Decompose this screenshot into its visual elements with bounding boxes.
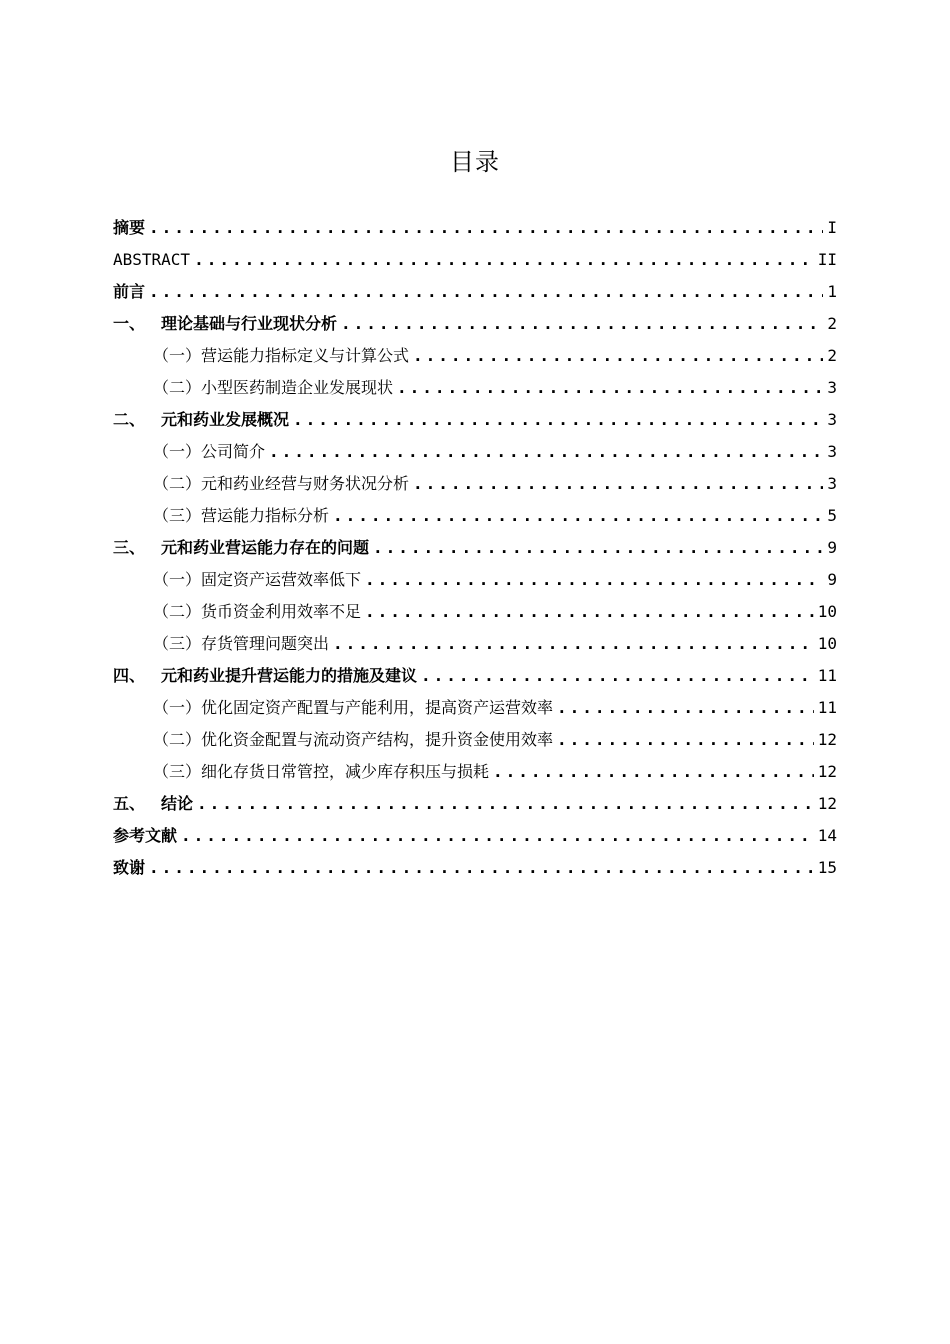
toc-entry-title: 元和药业提升营运能力的措施及建议 (161, 666, 418, 685)
toc-entry[interactable] (113, 820, 837, 852)
dot-leader (341, 308, 823, 340)
dot-leader (333, 500, 823, 532)
toc-entry-title: （二）元和药业经营与财务状况分析 (153, 474, 410, 493)
toc-entry-page-number: 9 (827, 570, 837, 589)
toc-entry-page-number: 2 (827, 346, 837, 365)
toc-entry-page-number: II (817, 250, 837, 269)
toc-entry-title: 致谢 (113, 858, 146, 877)
toc-entry-title: （一）公司简介 (153, 442, 266, 461)
dot-leader (149, 276, 823, 308)
toc-entry-number: 四、 (113, 666, 146, 685)
toc-entry-page-number: 11 (817, 698, 837, 717)
dot-leader (365, 564, 823, 596)
dot-leader (557, 692, 814, 724)
toc-entry[interactable] (113, 724, 837, 756)
toc-entry-title: （二）小型医药制造企业发展现状 (153, 378, 394, 397)
dot-leader (413, 468, 823, 500)
toc-entry[interactable] (113, 628, 837, 660)
toc-entry-page-number: 10 (817, 602, 837, 621)
toc-entry-title: （一）营运能力指标定义与计算公式 (153, 346, 410, 365)
toc-entry-page-number: 2 (827, 314, 837, 333)
toc-entry-title: 元和药业发展概况 (161, 410, 290, 429)
toc-entry[interactable] (113, 404, 837, 436)
toc-entry[interactable] (113, 564, 837, 596)
toc-entry-page-number: 12 (817, 762, 837, 781)
toc-entry-page-number: 12 (817, 730, 837, 749)
toc-entry-page-number: 1 (827, 282, 837, 301)
toc-entry-page-number: 10 (817, 634, 837, 653)
dot-leader (293, 404, 823, 436)
page-title: 目录 (450, 148, 500, 176)
toc-entry[interactable] (113, 692, 837, 724)
toc-entry-number: 五、 (113, 794, 146, 813)
toc-entry-page-number: 12 (817, 794, 837, 813)
toc-entry[interactable] (113, 372, 837, 404)
toc-entry-number: 二、 (113, 410, 146, 429)
toc-entry-title: 结论 (161, 794, 194, 813)
toc-entry[interactable] (113, 756, 837, 788)
toc-entry-page-number: 3 (827, 442, 837, 461)
dot-leader (197, 788, 814, 820)
toc-entry-title: （二）优化资金配置与流动资产结构，提升资金使用效率 (153, 730, 554, 749)
toc-entry[interactable] (113, 308, 837, 340)
toc-entry[interactable] (113, 852, 837, 884)
toc-entry[interactable] (113, 500, 837, 532)
toc-entry-page-number: 14 (817, 826, 837, 845)
toc-entry-page-number: 9 (827, 538, 837, 557)
toc-entry[interactable] (113, 436, 837, 468)
toc-entry-page-number: 3 (827, 410, 837, 429)
toc-entry[interactable] (113, 596, 837, 628)
toc-entry[interactable] (113, 276, 837, 308)
toc-entry-title: 摘要 (113, 218, 146, 237)
dot-leader (493, 756, 814, 788)
table-of-contents (113, 212, 837, 884)
toc-entry-page-number: 3 (827, 378, 837, 397)
dot-leader (421, 660, 814, 692)
dot-leader (194, 244, 814, 276)
dot-leader (333, 628, 814, 660)
dot-leader (269, 436, 823, 468)
dot-leader (365, 596, 814, 628)
toc-entry-page-number: 5 (827, 506, 837, 525)
dot-leader (557, 724, 814, 756)
toc-entry[interactable] (113, 660, 837, 692)
toc-entry-title: 元和药业营运能力存在的问题 (161, 538, 370, 557)
toc-entry-page-number: 15 (817, 858, 837, 877)
toc-entry-title: ABSTRACT (113, 250, 191, 269)
dot-leader (413, 340, 823, 372)
toc-entry-number: 一、 (113, 314, 146, 333)
toc-entry-title: （二）货币资金利用效率不足 (153, 602, 362, 621)
toc-entry-title: （一）固定资产运营效率低下 (153, 570, 362, 589)
toc-entry-title: 理论基础与行业现状分析 (161, 314, 338, 333)
toc-entry-page-number: 3 (827, 474, 837, 493)
toc-entry[interactable] (113, 468, 837, 500)
toc-entry-title: （一）优化固定资产配置与产能利用，提高资产运营效率 (153, 698, 554, 717)
toc-entry-number: 三、 (113, 538, 146, 557)
toc-entry[interactable] (113, 788, 837, 820)
toc-entry[interactable] (113, 244, 837, 276)
toc-entry-page-number: 11 (817, 666, 837, 685)
toc-entry-title: 参考文献 (113, 826, 178, 845)
toc-entry-title: （三）存货管理问题突出 (153, 634, 330, 653)
dot-leader (397, 372, 823, 404)
toc-entry-title: 前言 (113, 282, 146, 301)
toc-entry[interactable] (113, 340, 837, 372)
dot-leader (181, 820, 814, 852)
toc-entry[interactable] (113, 212, 837, 244)
toc-entry-title: （三）营运能力指标分析 (153, 506, 330, 525)
dot-leader (373, 532, 823, 564)
toc-entry-page-number: I (827, 218, 837, 237)
toc-entry-title: （三）细化存货日常管控，减少库存积压与损耗 (153, 762, 490, 781)
dot-leader (149, 212, 823, 244)
dot-leader (149, 852, 814, 884)
toc-entry[interactable] (113, 532, 837, 564)
